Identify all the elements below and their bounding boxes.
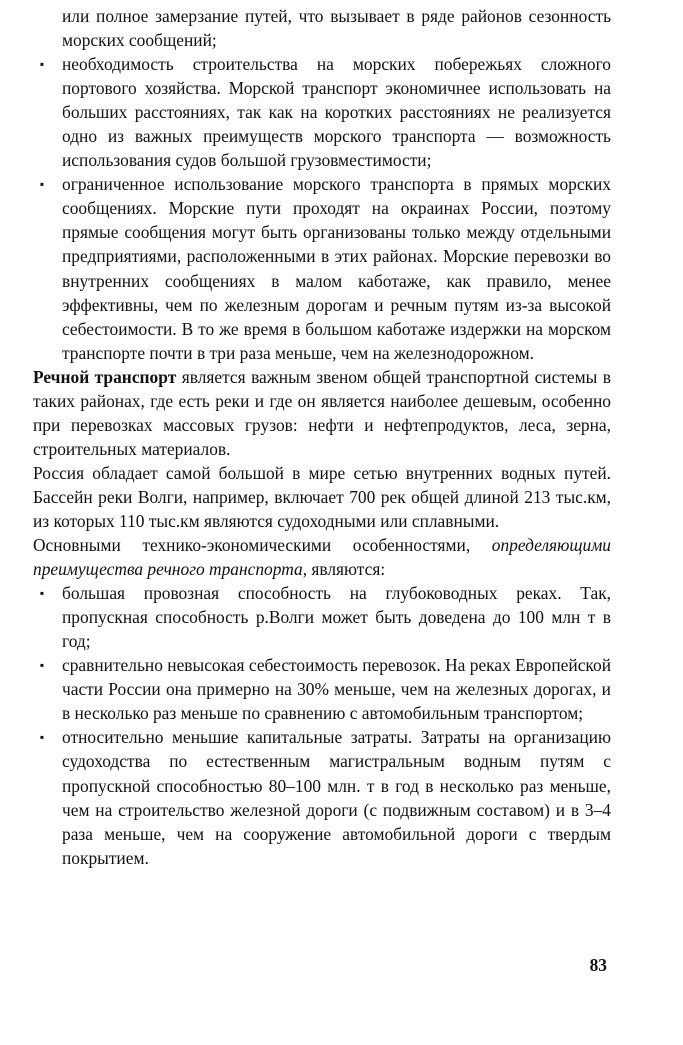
list-item-text: относительно меньшие капитальные затраты. Затраты на организацию судоходства по естественным магистральным водным путям с пропускной способностью 80–100 млн. т в год в несколько раз меньше, чем на строительство железной дороги (с подвижным составом) и в 3–4 раза меньше, чем на сооружение автомобильной дороги с твердым покрытием. bbox=[62, 727, 611, 868]
list-item bbox=[33, 581, 611, 653]
paragraph-text: Основными технико-экономическими особенностями, bbox=[33, 535, 492, 556]
page-number: 83 bbox=[589, 955, 607, 975]
list-item-text: необходимость строительства на морских побережьях сложного портового хозяйства. Морской транспорт экономичнее использовать на больших расстояниях, так как на коротких расстояниях не реализуется одно из важных преимуществ морского транспорта — возможность использования судов большой грузовместимости; bbox=[62, 54, 611, 171]
bullet-icon: ▪ bbox=[39, 57, 45, 72]
emphasis-text: определяющими преимущества речного транспорта bbox=[33, 535, 611, 580]
list-item-text: или полное замерзание путей, что вызывает в ряде районов сезонность морских сообщений; bbox=[62, 6, 611, 51]
bullet-icon: ▪ bbox=[39, 730, 45, 745]
bullet-icon: ▪ bbox=[39, 658, 45, 673]
list-item bbox=[33, 653, 611, 725]
list-item-text: большая провозная способность на глубоководных реках. Так, пропускная способность р.Волги может быть доведена до 100 млн т в год; bbox=[62, 583, 611, 652]
list-item-text: ограниченное использование морского транспорта в прямых морских сообщениях. Морские пути проходят на окраинах России, поэтому прямые сообщения могут быть организованы только между отдельными предприятиями, расположенными в этих районах. Морские перевозки во внутренних сообщениях в малом каботаже, как правило, менее эффективны, чем по железным дорогам и речным путям из-за высокой себестоимости. В то же время в большом каботаже издержки на морском транспорте почти в три раза меньше, чем на железнодорожном. bbox=[62, 174, 611, 363]
paragraph-text-tail: , являются: bbox=[302, 559, 386, 580]
list-item bbox=[33, 4, 611, 52]
paragraph-russia-waterways bbox=[33, 461, 611, 533]
list-item bbox=[33, 725, 611, 869]
list-item bbox=[33, 172, 611, 364]
bullet-list-bottom bbox=[33, 581, 611, 870]
paragraph-river-transport bbox=[33, 365, 611, 461]
list-item-text: сравнительно невысокая себестоимость перевозок. На реках Европейской части России она примерно на 30% меньше, чем на железных дорогах, и в несколько раз меньше по сравнению с автомобильным транспортом; bbox=[62, 655, 611, 724]
paragraph-text: Россия обладает самой большой в мире сетью внутренних водных путей. Бассейн реки Волги, например, включает 700 рек общей длиной 213 тыс.км, из которых 110 тыс.км являются судоходными или сплавными. bbox=[33, 462, 611, 531]
paragraph-text: является важным звеном общей транспортной системы в таких районах, где есть реки и где он является наиболее дешевым, особенно при перевозках массовых грузов: нефти и нефтепродуктов, леса, зерна, строительных материалов. bbox=[33, 366, 611, 459]
term-river-transport: Речной транспорт bbox=[33, 366, 177, 387]
bullet-list-top bbox=[33, 4, 611, 365]
list-item bbox=[33, 52, 611, 172]
paragraph-features bbox=[33, 533, 611, 581]
bullet-icon: ▪ bbox=[39, 586, 45, 601]
bullet-icon: ▪ bbox=[39, 177, 45, 192]
